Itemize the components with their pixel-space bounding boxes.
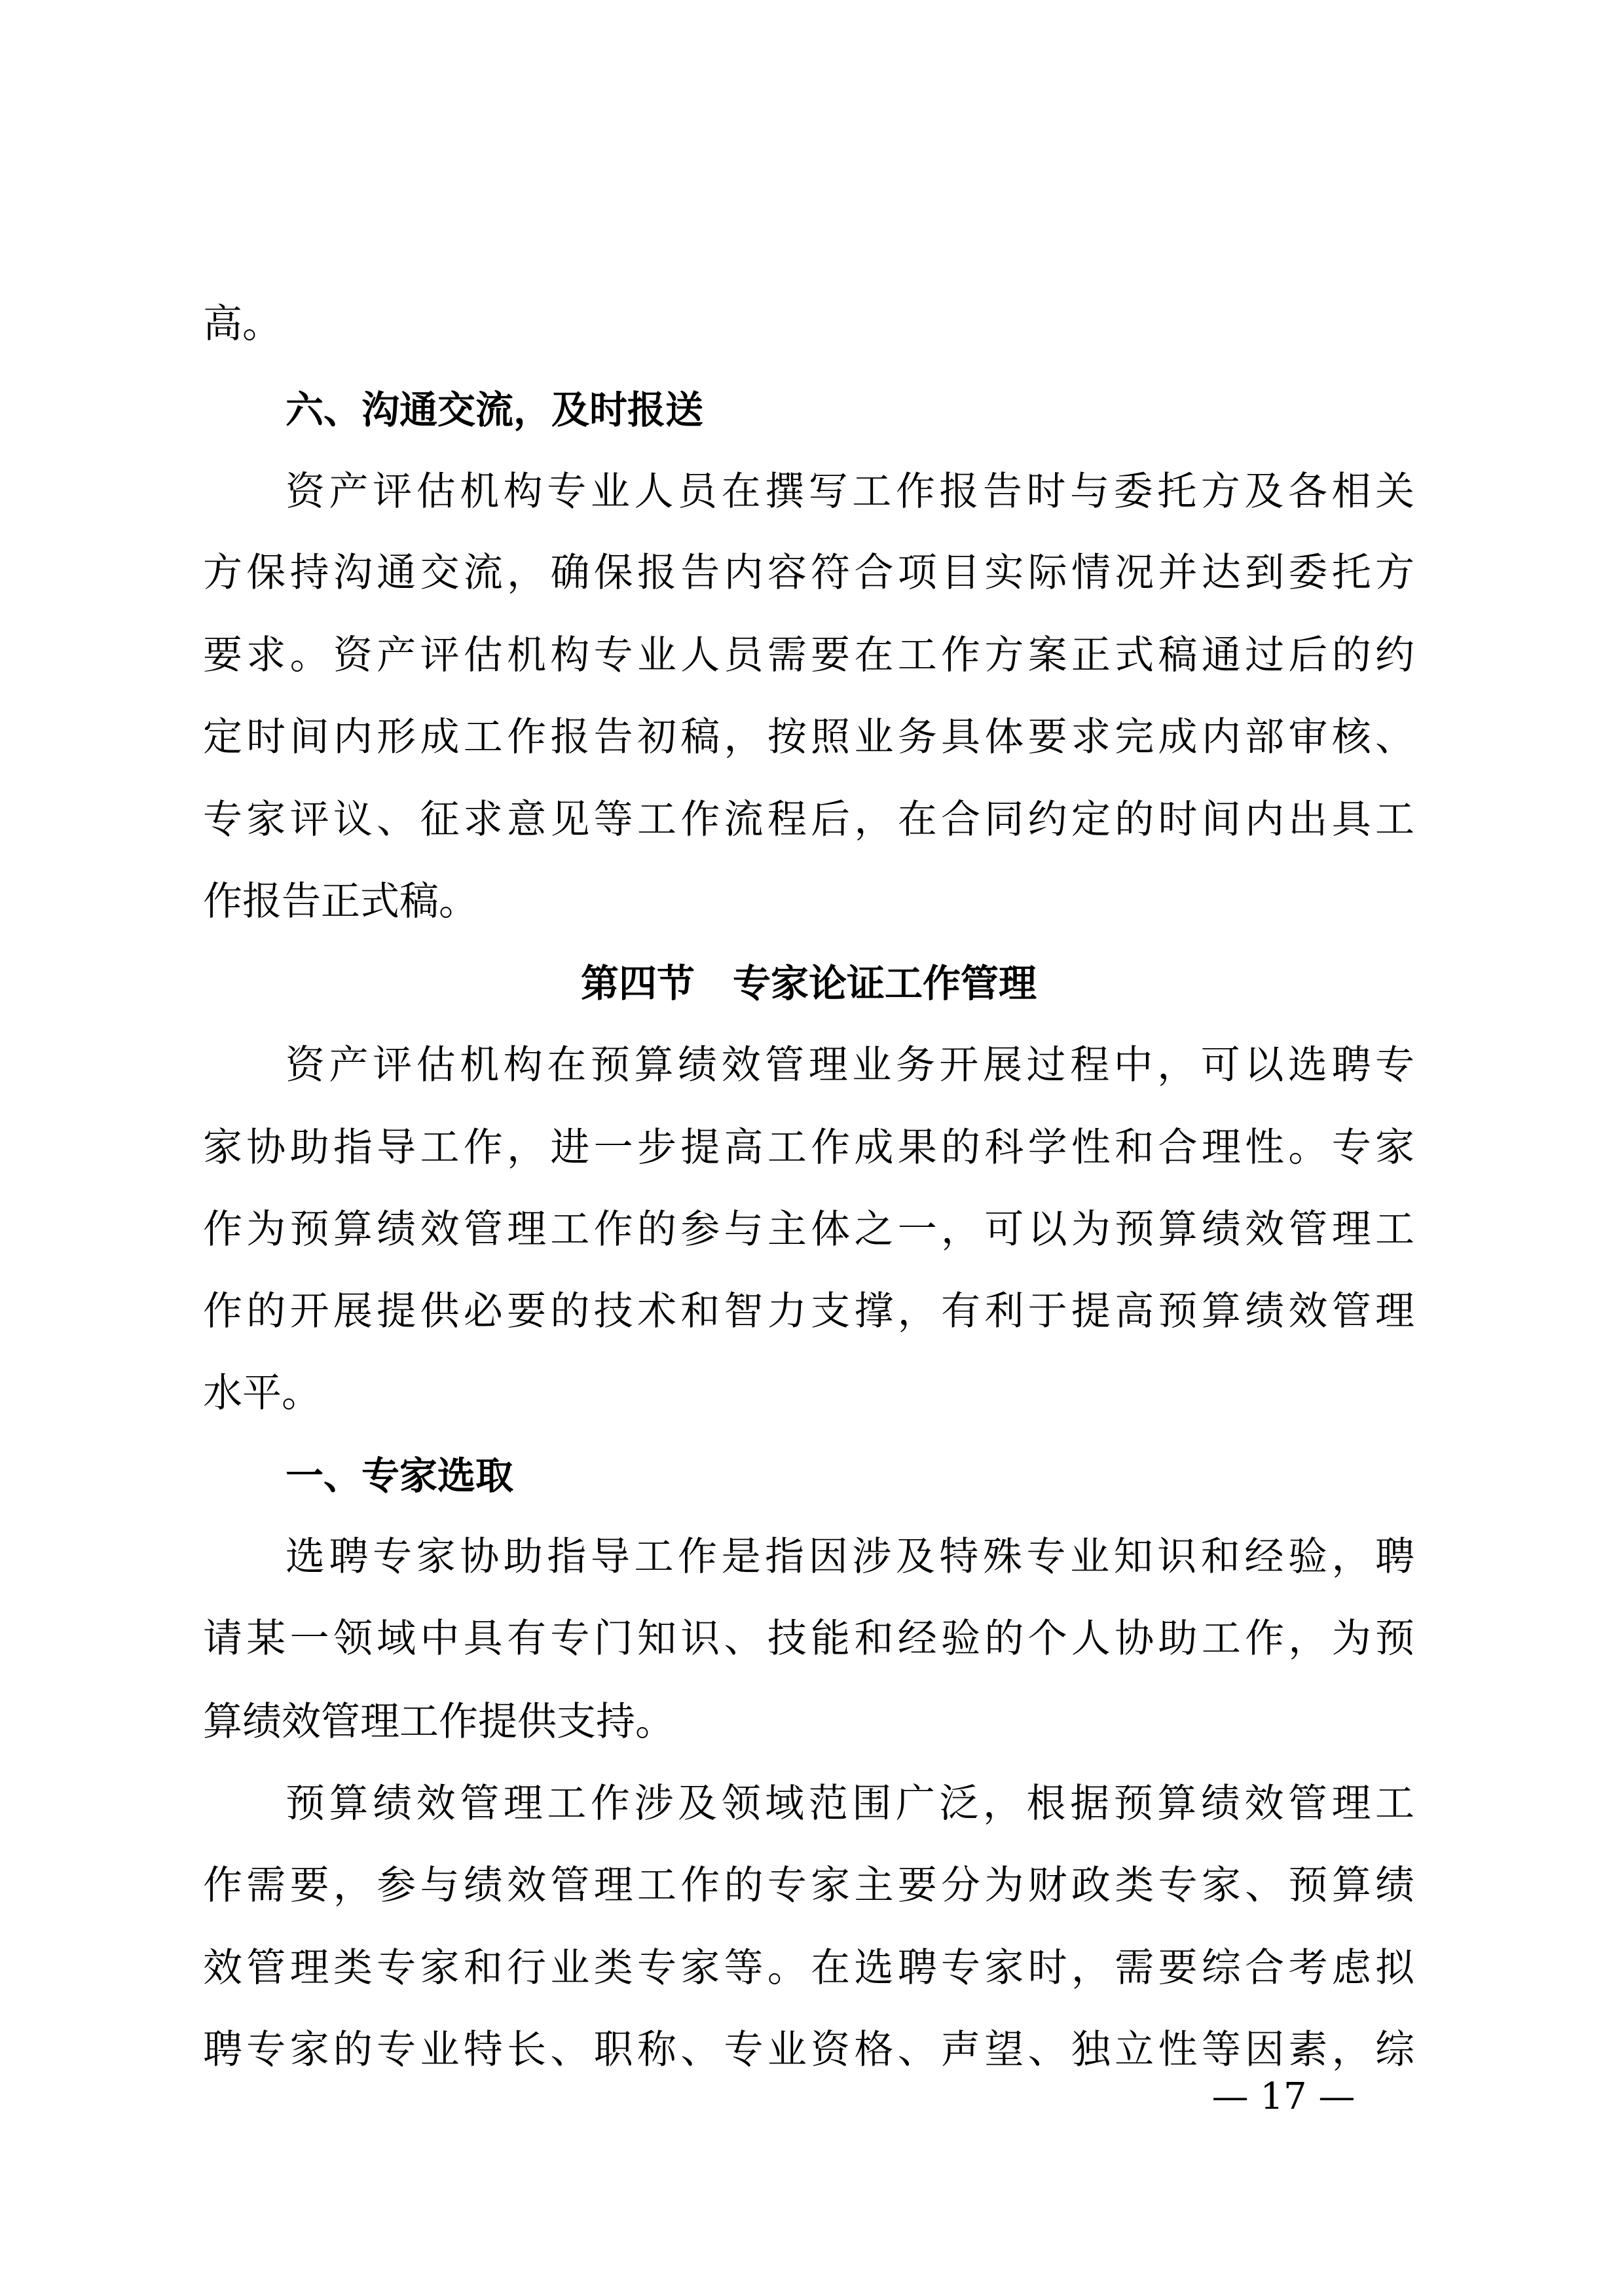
- heading-expert-selection: 一、专家选取: [286, 1453, 514, 1498]
- paragraph-line: 专家评议、征求意见等工作流程后，在合同约定的时间内出具工: [203, 797, 1414, 843]
- paragraph-line: 资产评估机构在预算绩效管理业务开展过程中，可以选聘专: [286, 1042, 1414, 1088]
- paragraph-line: 作报告正式稿。: [203, 879, 478, 924]
- section-title: 第四节 专家论证工作管理: [580, 961, 1037, 1006]
- paragraph-line: 聘专家的专业特长、职称、专业资格、声望、独立性等因素，综: [203, 2027, 1414, 2073]
- paragraph-line: 定时间内形成工作报告初稿，按照业务具体要求完成内部审核、: [203, 714, 1414, 760]
- heading-communication: 六、沟通交流，及时报送: [286, 388, 704, 432]
- page-number: — 17 —: [1211, 2075, 1356, 2118]
- paragraph-line: 家协助指导工作，进一步提高工作成果的科学性和合理性。专家: [203, 1125, 1414, 1171]
- paragraph-line: 算绩效管理工作提供支持。: [203, 1699, 674, 1745]
- paragraph-line: 请某一领域中具有专门知识、技能和经验的个人协助工作，为预: [203, 1616, 1414, 1662]
- paragraph-line: 资产评估机构专业人员在撰写工作报告时与委托方及各相关: [286, 469, 1414, 515]
- paragraph-line: 作为预算绩效管理工作的参与主体之一，可以为预算绩效管理工: [203, 1207, 1414, 1252]
- paragraph-line: 水平。: [203, 1370, 321, 1416]
- paragraph-line: 要求。资产评估机构专业人员需要在工作方案正式稿通过后的约: [203, 632, 1414, 678]
- paragraph-line: 方保持沟通交流，确保报告内容符合项目实际情况并达到委托方: [203, 550, 1414, 596]
- paragraph-line: 预算绩效管理工作涉及领域范围广泛，根据预算绩效管理工: [286, 1781, 1414, 1827]
- paragraph-line: 高。: [203, 301, 282, 347]
- paragraph-line: 效管理类专家和行业类专家等。在选聘专家时，需要综合考虑拟: [203, 1945, 1414, 1991]
- paragraph-line: 作的开展提供必要的技术和智力支撑，有利于提高预算绩效管理: [203, 1288, 1414, 1334]
- paragraph-line: 作需要，参与绩效管理工作的专家主要分为财政类专家、预算绩: [203, 1863, 1414, 1908]
- paragraph-line: 选聘专家协助指导工作是指因涉及特殊专业知识和经验，聘: [286, 1534, 1414, 1580]
